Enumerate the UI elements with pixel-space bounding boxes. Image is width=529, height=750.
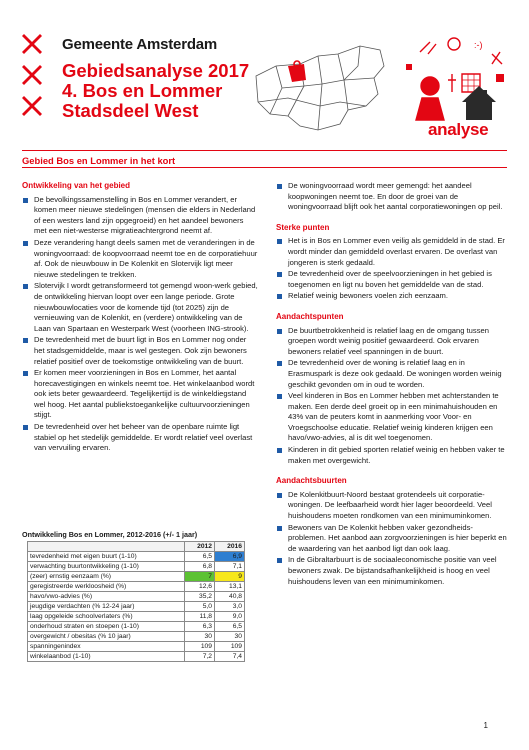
- row-label: overgewicht / obesitas (% 10 jaar): [28, 632, 185, 642]
- list-item: [276, 445, 508, 466]
- subheading: Aandachtspunten: [276, 311, 344, 321]
- section-divider: [22, 167, 507, 168]
- bullet-square-icon: [23, 425, 28, 430]
- list-item-text: Veel kinderen in Bos en Lommer hebben met achterstanden te maken. Een derde deel groeit op in een minimahuishouden en 43% van de peuters komt in aanmerking voor Voor- en Vroegschoolse educatie. Relatief weinig kinderen krijgen een havo/vwo-advies, al is dit wel toegenomen.: [288, 391, 499, 443]
- value-2012: 35,2: [185, 592, 215, 602]
- value-2016: 3,0: [215, 602, 245, 612]
- table-row: [28, 652, 245, 662]
- attention-points-list: [276, 326, 508, 467]
- list-item-text: Deze verandering hangt deels samen met de veranderingen in de woningvoorraad: de koopvoorraad neemt toe en de corporatiehuur af. Ook de nieuwbouw in De Kolenkit en Slotervijk ligt meer nieuwe stedelingen te trekken.: [34, 237, 258, 279]
- list-item-text: Het is in Bos en Lommer even veilig als gemiddeld in de stad. Er wordt minder dan gemiddeld overlast ervaren. De overlast van jongeren is sterk gedaald.: [288, 236, 505, 267]
- title-line: Gebiedsanalyse 2017: [62, 60, 250, 81]
- table-header-row: [28, 542, 245, 552]
- right-column: [276, 181, 508, 588]
- bullet-square-icon: [23, 338, 28, 343]
- value-2012: 6,5: [185, 552, 215, 562]
- value-2016: 7,1: [215, 562, 245, 572]
- row-label: havo/vwo-advies (%): [28, 592, 185, 602]
- value-2012: 30: [185, 632, 215, 642]
- intro-list: [276, 181, 508, 213]
- subheading: Sterke punten: [276, 222, 330, 232]
- organization-name: Gemeente Amsterdam: [62, 36, 218, 53]
- value-2012: 7,2: [185, 652, 215, 662]
- bullet-square-icon: [277, 329, 282, 334]
- list-item: [22, 422, 258, 454]
- bullet-square-icon: [277, 394, 282, 399]
- value-2016: 7,4: [215, 652, 245, 662]
- value-2016: 109: [215, 642, 245, 652]
- amsterdam-logo: [22, 34, 44, 127]
- list-item-text: De tevredenheid over de woning is relatief laag en in Erasmuspark is deze ook gedaald. De woningen worden weinig geschikt gevonden om in oud te worden.: [288, 358, 502, 389]
- row-label: verwachting buurtontwikkeling (1-10): [28, 562, 185, 572]
- bullet-square-icon: [277, 294, 282, 299]
- value-2016: 6,9: [215, 552, 245, 562]
- list-item: [276, 291, 508, 302]
- bullet-square-icon: [277, 493, 282, 498]
- value-2012: 5,0: [185, 602, 215, 612]
- bullet-square-icon: [277, 558, 282, 563]
- row-label: onderhoud straten en stoepen (1-10): [28, 622, 185, 632]
- list-item: [276, 555, 508, 587]
- list-item-text: De Kolenkitbuurt-Noord bestaat grotendeels uit corporatie-woningen. De leefbaarheid wordt hier lager beoordeeld. Veel huishoudens moeten rondkomen van een minimuminkomen.: [288, 489, 492, 521]
- list-item-text: De buurtbetrokkenheid is relatief laag en de omgang tussen groepen wordt weinig positief gewaardeerd. Ook ervaren bewoners relatief veel spanningen in de buurt.: [288, 325, 489, 356]
- list-item-text: Relatief weinig bewoners voelen zich eenzaam.: [288, 291, 448, 301]
- value-2012: 11,8: [185, 612, 215, 622]
- row-label: winkelaanbod (1-10): [28, 652, 185, 662]
- subheading: Ontwikkeling van het gebied: [22, 181, 131, 190]
- table-row: [28, 582, 245, 592]
- list-item-text: In de Gibraltarbuurt is de sociaaleconomische positie van veel bewoners zwak. De bijstandsafhankelijkheid is hoog en veel huishoudens leven van een minimuminkomen.: [288, 555, 497, 586]
- list-item-text: Slotervijk I wordt getransformeerd tot gemengd woon-werk gebied, de ontwikkeling hiervan loopt over een lange periode. Grote nieuwbouwlocaties voor de komende tijd (tot 2025) zijn de vernieuwing van de Kolenkit, en (verdere) ontwikkeling van de Laan van Spartaan en Westerpark West (voorheen ING-strook).: [34, 281, 258, 333]
- page-number: 1: [483, 721, 488, 730]
- list-item-text: Er komen meer voorzieningen in Bos en Lommer, het aantal horecavestigingen en winkels neemt toe. Het winkelaanbod wordt ook iets beter gewaardeerd. Tegelijkertijd is de winkeldiegstand wel hoog. Het aantal publiekstoegankelijke cultuurvoorzieningen stijgt.: [34, 368, 255, 420]
- value-2012: 109: [185, 642, 215, 652]
- list-item: [276, 391, 508, 444]
- row-label: (zeer) ernstig eenzaam (%): [28, 572, 185, 582]
- development-list: [22, 195, 258, 454]
- value-2012: 6,8: [185, 562, 215, 572]
- value-2016: 9,0: [215, 612, 245, 622]
- value-2016: 40,8: [215, 592, 245, 602]
- andreas-cross-icon: [22, 34, 42, 54]
- table-row: [28, 572, 245, 582]
- table-row: [28, 632, 245, 642]
- svg-text::-): :-): [474, 40, 483, 50]
- andreas-cross-icon: [22, 96, 42, 116]
- bullet-square-icon: [23, 198, 28, 203]
- bullet-square-icon: [277, 184, 282, 189]
- list-item: [276, 326, 508, 358]
- report-title: [62, 61, 249, 121]
- bullet-square-icon: [23, 241, 28, 246]
- table-header-year: 2016: [215, 542, 245, 552]
- list-item: [276, 523, 508, 555]
- list-item: [22, 281, 258, 334]
- row-label: tevredenheid met eigen buurt (1-10): [28, 552, 185, 562]
- list-item-text: De tevredenheid over het beheer van de openbare ruimte ligt stabiel op het stedelijk gemiddelde. Er wordt relatief veel overlast van vervuiling ervaren.: [34, 422, 253, 453]
- list-item: [22, 368, 258, 421]
- bullet-square-icon: [277, 526, 282, 531]
- list-item-text: Kinderen in dit gebied sporten relatief weinig en hebben vaker te maken met overgewicht.: [288, 445, 505, 465]
- title-line: 4. Bos en Lommer: [62, 80, 223, 101]
- attention-neighbourhoods-list: [276, 490, 508, 587]
- analyse-label: analyse: [428, 120, 489, 139]
- strengths-list: [276, 236, 508, 302]
- value-2012: 12,6: [185, 582, 215, 592]
- value-2016: 6,5: [215, 622, 245, 632]
- bullet-square-icon: [23, 284, 28, 289]
- list-item: [276, 269, 508, 290]
- district-map: [248, 36, 388, 136]
- header-divider: [22, 150, 507, 151]
- list-item: [276, 490, 508, 522]
- value-2012: 6,3: [185, 622, 215, 632]
- list-item: [276, 236, 508, 268]
- list-item-text: De woningvoorraad wordt meer gemengd: het aandeel koopwoningen neemt toe. En door de groei van de woningvoorraad blijft ook het aantal corporatiewoningen op peil.: [288, 181, 503, 212]
- development-table: [27, 541, 245, 662]
- table-header-year: 2012: [185, 542, 215, 552]
- table-row: [28, 562, 245, 572]
- left-column: [22, 181, 258, 455]
- bullet-square-icon: [277, 272, 282, 277]
- table-row: [28, 602, 245, 612]
- list-item: [276, 181, 508, 213]
- table-row: [28, 622, 245, 632]
- table-row: [28, 552, 245, 562]
- table-row: [28, 592, 245, 602]
- list-item-text: De tevredenheid over de speelvoorzieningen in het gebied is toegenomen en ligt nu boven het gemiddelde van de stad.: [288, 269, 492, 289]
- list-item: [22, 335, 258, 367]
- title-line: Stadsdeel West: [62, 100, 199, 121]
- list-item-text: Bewoners van De Kolenkit hebben vaker gezondheids-problemen. Het aanbod aan zorgvoorzieningen is hier beperkt en de waardering van het aanbod ligt dan ook laag.: [288, 522, 507, 553]
- table-header-empty: [28, 542, 185, 552]
- table-title: Ontwikkeling Bos en Lommer, 2012-2016 (+/- 1 jaar): [22, 530, 198, 539]
- list-item: [22, 238, 258, 280]
- row-label: spanningenindex: [28, 642, 185, 652]
- row-label: geregistreerde werkloosheid (%): [28, 582, 185, 592]
- value-2012: 7: [185, 572, 215, 582]
- list-item-text: De tevredenheid met de buurt ligt in Bos en Lommer nog onder het stadsgemiddelde, maar is wel gestegen. Ook zijn bewoners relatief positief over de toekomstige ontwikkeling van de buurt.: [34, 335, 247, 366]
- andreas-cross-icon: [22, 65, 42, 85]
- row-label: laag opgeleide schoolverlaters (%): [28, 612, 185, 622]
- value-2016: 30: [215, 632, 245, 642]
- section-title: Gebied Bos en Lommer in het kort: [22, 155, 176, 166]
- list-item-text: De bevolkingssamenstelling in Bos en Lommer verandert, er komen meer nieuwe stedelingen (mensen die elders in Nederland of een westers land zijn opgegroeid) en het aandeel bewoners met een niet-westerse migratieachtergrond neemt af.: [34, 194, 256, 236]
- bullet-square-icon: [277, 361, 282, 366]
- table-row: [28, 612, 245, 622]
- bullet-square-icon: [277, 239, 282, 244]
- subheading: Aandachtsbuurten: [276, 476, 347, 486]
- value-2016: 9: [215, 572, 245, 582]
- table-row: [28, 642, 245, 652]
- row-label: jeugdige verdachten (% 12-24 jaar): [28, 602, 185, 612]
- list-item: [276, 358, 508, 390]
- bullet-square-icon: [277, 448, 282, 453]
- list-item: [22, 195, 258, 237]
- bullet-square-icon: [23, 371, 28, 376]
- value-2016: 13,1: [215, 582, 245, 592]
